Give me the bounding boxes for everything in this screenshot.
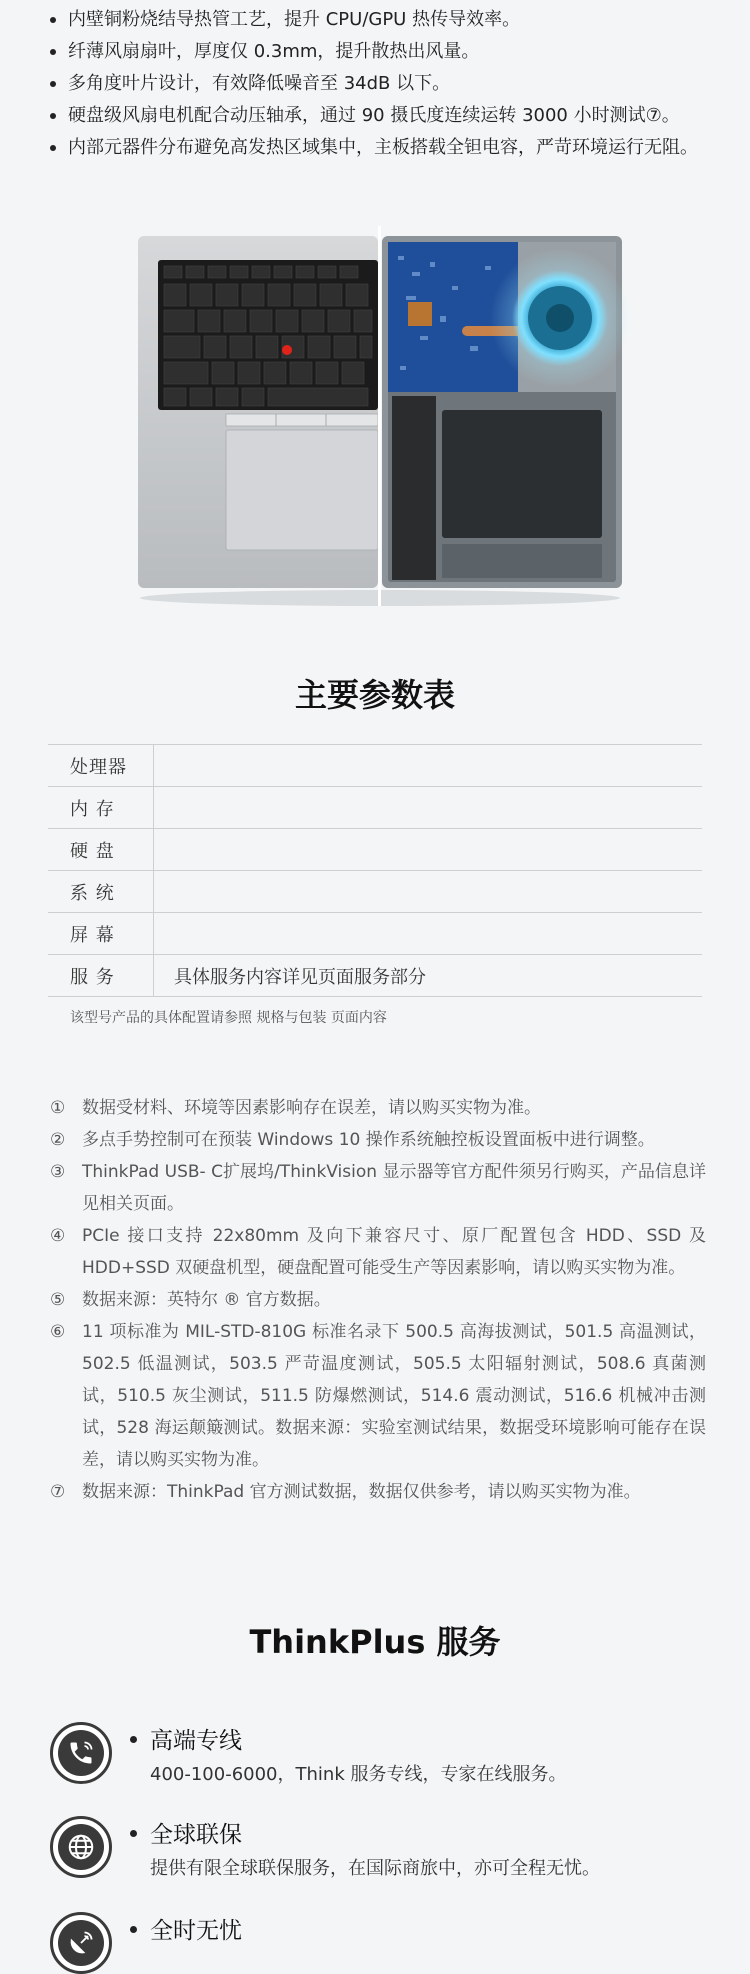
bullet-dot <box>50 17 56 23</box>
spec-key: 处理器 <box>48 745 154 786</box>
service-title: 全球联保 <box>150 1822 242 1848</box>
laptop-cutaway-image <box>130 226 630 606</box>
footnote-item <box>50 1316 706 1476</box>
service-section-title: ThinkPlus 服务 <box>249 1623 501 1661</box>
service-desc: 400-100-6000，Think 服务专线，专家在线服务。 <box>150 1764 567 1785</box>
bullet-dot <box>50 81 56 87</box>
footnote-text: 数据来源：英特尔 ® 官方数据。 <box>82 1290 331 1310</box>
spec-key: 服 务 <box>48 955 154 996</box>
footnote-item <box>50 1092 706 1124</box>
table-row <box>48 745 702 787</box>
footnote-number: ④ <box>50 1226 66 1246</box>
bullet-dot <box>130 1830 137 1837</box>
footnote-text: 多点手势控制可在预装 Windows 10 操作系统触控板设置面板中进行调整。 <box>82 1130 655 1150</box>
table-row <box>48 829 702 871</box>
feature-item <box>48 132 708 164</box>
feature-text: 内壁铜粉烧结导热管工艺，提升 CPU/GPU 热传导效率。 <box>68 9 521 30</box>
footnote-item <box>50 1156 706 1220</box>
footnote-item <box>50 1476 706 1508</box>
footnote-number: ③ <box>50 1162 66 1182</box>
spec-key: 内 存 <box>48 787 154 828</box>
table-row <box>48 913 702 955</box>
feature-list <box>48 4 708 164</box>
feature-text: 多角度叶片设计，有效降低噪音至 34dB 以下。 <box>68 73 451 94</box>
footnote-number: ⑤ <box>50 1290 66 1310</box>
footnote-item <box>50 1124 706 1156</box>
spec-table <box>48 744 702 997</box>
feature-text: 内部元器件分布避免高发热区域集中，主板搭载全钽电容，严苛环境运行无阻。 <box>68 137 698 158</box>
spec-section-title: 主要参数表 <box>294 676 455 714</box>
service-icon-badge <box>50 1912 112 1974</box>
bullet-dot <box>50 145 56 151</box>
feature-item <box>48 68 708 100</box>
feature-item <box>48 100 708 132</box>
footnote-text: ThinkPad USB- C扩展坞/ThinkVision 显示器等官方配件须另行购买，产品信息详见相关页面。 <box>82 1162 706 1214</box>
footnote-text: PCIe 接口支持 22x80mm 及向下兼容尺寸、原厂配置包含 HDD、SSD 及 HDD+SSD 双硬盘机型，硬盘配置可能受生产等因素影响，请以购买实物为准。 <box>82 1226 706 1278</box>
satellite-dish-icon <box>58 1920 104 1966</box>
footnote-number: ⑥ <box>50 1322 66 1342</box>
footnote-number: ① <box>50 1098 66 1118</box>
footnote-list <box>50 1092 706 1508</box>
service-title: 高端专线 <box>150 1728 242 1754</box>
bullet-dot <box>50 113 56 119</box>
feature-item <box>48 4 708 36</box>
feature-item <box>48 36 708 68</box>
feature-text: 纤薄风扇扇叶，厚度仅 0.3mm，提升散热出风量。 <box>68 41 480 62</box>
feature-text: 硬盘级风扇电机配合动压轴承，通过 90 摄氏度连续运转 3000 小时测试⑦。 <box>68 105 680 126</box>
table-row <box>48 787 702 829</box>
footnote-number: ⑦ <box>50 1482 66 1502</box>
phone-icon <box>58 1730 104 1776</box>
footnote-item <box>50 1220 706 1284</box>
spec-value: 具体服务内容详见页面服务部分 <box>174 966 426 988</box>
service-icon-badge <box>50 1722 112 1784</box>
footnote-text: 数据来源：ThinkPad 官方测试数据，数据仅供参考，请以购买实物为准。 <box>82 1482 641 1502</box>
footnote-number: ② <box>50 1130 66 1150</box>
spec-key: 系 统 <box>48 871 154 912</box>
spec-key: 屏 幕 <box>48 913 154 954</box>
spec-note: 该型号产品的具体配置请参照 规格与包装 页面内容 <box>70 1010 387 1026</box>
table-row <box>48 955 702 997</box>
service-title: 全时无忧 <box>150 1918 242 1944</box>
globe-icon <box>58 1824 104 1870</box>
bullet-dot <box>130 1736 137 1743</box>
footnote-text: 11 项标准为 MIL-STD-810G 标准名录下 500.5 高海拔测试，501.5 高温测试，502.5 低温测试，503.5 严苛温度测试，505.5 太阳辐射测试，508.6 真菌测试，510.5 灰尘测试，511.5 防爆燃测试，514.6 震动测试，516.6 机械冲击测试，528 海运颠簸测试。数据来源：实验室测试结果，数据受环境影响可能存在误差，请以购买实物为准。 <box>82 1322 706 1470</box>
footnote-item <box>50 1284 706 1316</box>
spec-key: 硬 盘 <box>48 829 154 870</box>
footnote-text: 数据受材料、环境等因素影响存在误差，请以购买实物为准。 <box>82 1098 541 1118</box>
bullet-dot <box>130 1926 137 1933</box>
bullet-dot <box>50 49 56 55</box>
service-desc: 提供有限全球联保服务，在国际商旅中，亦可全程无忧。 <box>150 1858 600 1879</box>
table-row <box>48 871 702 913</box>
service-icon-badge <box>50 1816 112 1878</box>
